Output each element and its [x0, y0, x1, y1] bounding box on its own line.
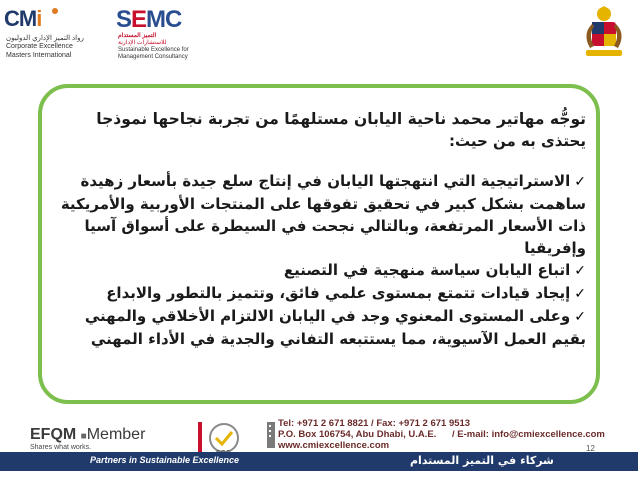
semc-logo — [112, 6, 214, 62]
footer-slogan-arabic: شركاء في التميز المستدام — [410, 454, 554, 467]
footer — [0, 408, 638, 479]
semc-english-name-1: Sustainable Excellence for — [118, 47, 189, 53]
bullet-item-3 — [56, 282, 586, 305]
bullet-text-3: إيجاد قيادات تتمتع بمستوى علمي فائق، وتتميز بالتطور والابداع — [106, 284, 571, 302]
bullet-text-2: اتباع اليابان سياسة منهجية في التصنيع — [283, 261, 571, 279]
efqm-label: EFQM — [30, 426, 77, 443]
slide-subheading: يحتذى به من حيث: — [449, 132, 586, 150]
check-icon: ✓ — [574, 286, 586, 302]
bullet-text-1: الاستراتيجية التي انتهجتها اليابان في إنتاج سلع جيدة بأسعار زهيدة ساهمت بشكل كبير في تحقيق تفوقها على المنتجات الأوربية والأمريكية ذات الأسعار المرتفعة، وبالتالي نجحت في السيطرة على أسواق آسيا وإفريقيا — [60, 172, 586, 257]
contact-phone-fax: Tel: +971 2 671 8821 / Fax: +971 2 671 9513 — [278, 418, 471, 429]
cmi-logo-dot — [52, 8, 58, 14]
building-icon — [266, 420, 276, 450]
contact-info — [278, 418, 638, 451]
cmi-logo — [4, 6, 108, 62]
content-box — [38, 84, 600, 404]
contact-pobox: P.O. Box 106754, Abu Dhabi, U.A.E. — [278, 429, 437, 440]
bullet-text-4: وعلى المستوى المعنوي وجد في اليابان الالتزام الأخلاقي والمهني بقيم العمل الآسيوية، مما يستتبعه التفاني والجدية في الأداء المهني — [84, 307, 586, 348]
check-icon: ✓ — [574, 309, 586, 325]
semc-arabic-name-1: التميز المستدام — [118, 33, 157, 39]
footer-slogan-english: Partners in Sustainable Excellence — [90, 455, 240, 465]
check-icon: ✓ — [574, 174, 586, 190]
contact-website[interactable]: www.cmiexcellence.com — [278, 440, 390, 451]
slide-heading: توجُّه مهاتير محمد ناحية اليابان مستلهمًا من تجربة نجاحها نموذجا — [96, 110, 586, 128]
semc-logo-mark: SEMC — [116, 6, 182, 33]
slide-text — [56, 108, 586, 350]
efqm-member: Member — [86, 426, 146, 443]
bullet-item-1 — [56, 170, 586, 259]
bullet-item-4 — [56, 305, 586, 350]
cmi-english-name-1: Corporate Excellence — [6, 43, 73, 50]
semc-english-name-2: Management Consultancy — [118, 54, 188, 60]
coat-of-arms-icon — [576, 4, 632, 62]
cmi-english-name-2: Masters International — [6, 52, 72, 59]
efqm-square-icon: ■ — [80, 431, 87, 442]
check-icon: ✓ — [574, 263, 586, 279]
footer-bar — [0, 452, 638, 471]
contact-email[interactable]: / E-mail: info@cmiexcellence.com — [452, 429, 605, 440]
semc-arabic-name-2: للاستشارات الإدارية — [118, 40, 167, 46]
page-number: 12 — [586, 444, 595, 453]
cmi-logo-mark: CMi — [4, 6, 42, 31]
efqm-tagline: Shares what works. — [30, 444, 92, 451]
cmi-arabic-name: رواد التميز الإداري الدوليون — [6, 35, 84, 42]
header — [0, 0, 638, 68]
bullet-item-2 — [56, 259, 586, 282]
